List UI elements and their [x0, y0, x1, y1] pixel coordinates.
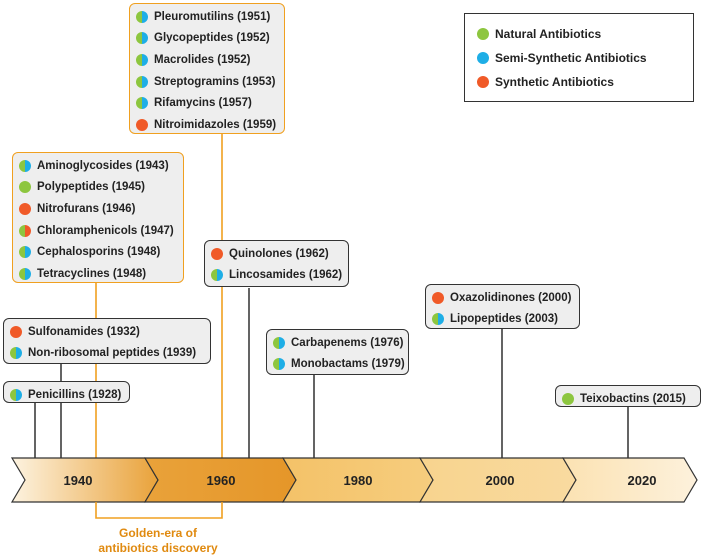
antibiotic-class-item — [19, 177, 177, 199]
antibiotic-box-2015 — [555, 385, 701, 407]
synthetic-dot-icon — [477, 76, 489, 88]
antibiotic-class-item — [562, 388, 694, 410]
legend — [464, 13, 694, 102]
antibiotic-box-1970s — [266, 329, 409, 375]
natural-semi-synthetic-dot-icon — [19, 246, 31, 258]
antibiotic-class-label: Streptogramins (1953) — [154, 75, 276, 88]
antibiotic-class-item — [136, 71, 278, 93]
natural-semi-synthetic-dot-icon — [273, 358, 285, 370]
legend-label: Synthetic Antibiotics — [495, 75, 614, 89]
natural-semi-synthetic-dot-icon — [136, 97, 148, 109]
antibiotic-class-item — [10, 343, 204, 365]
antibiotic-box-1928 — [3, 381, 130, 403]
antibiotic-box-1950s — [129, 3, 285, 134]
antibiotic-class-label: Quinolones (1962) — [229, 247, 329, 260]
golden-era-label-line1: Golden-era of — [118, 526, 197, 540]
antibiotic-box-1962 — [204, 240, 349, 287]
synthetic-dot-icon — [432, 292, 444, 304]
natural-semi-synthetic-dot-icon — [136, 76, 148, 88]
natural-dot-icon — [562, 393, 574, 405]
natural-semi-synthetic-dot-icon — [136, 54, 148, 66]
antibiotic-class-item — [432, 287, 573, 309]
antibiotic-class-label: Polypeptides (1945) — [37, 181, 146, 194]
golden-era-label — [60, 526, 256, 556]
legend-label: Natural Antibiotics — [495, 27, 602, 41]
antibiotic-class-label: Sulfonamides (1932) — [28, 325, 140, 338]
natural-semi-synthetic-dot-icon — [10, 347, 22, 359]
synthetic-dot-icon — [10, 326, 22, 338]
antibiotic-class-item — [136, 49, 278, 71]
natural-semi-synthetic-dot-icon — [211, 269, 223, 281]
antibiotic-box-1930s — [3, 318, 211, 364]
decade-label: 1980 — [343, 473, 373, 488]
decade-label: 1940 — [63, 473, 93, 488]
golden-era-label-line2: antibiotics discovery — [98, 541, 218, 555]
antibiotic-class-item — [19, 241, 177, 263]
antibiotic-class-label: Nitroimidazoles (1959) — [154, 118, 277, 131]
natural-semi-synthetic-dot-icon — [19, 160, 31, 172]
antibiotic-class-item — [211, 265, 342, 287]
natural-semi-synthetic-dot-icon — [432, 313, 444, 325]
antibiotic-class-label: Carbapenems (1976) — [291, 336, 404, 349]
antibiotic-class-label: Lincosamides (1962) — [229, 269, 343, 282]
antibiotic-class-label: Penicillins (1928) — [28, 388, 122, 401]
antibiotic-class-label: Cephalosporins (1948) — [37, 246, 161, 259]
antibiotic-class-label: Teixobactins (2015) — [580, 392, 686, 405]
antibiotic-class-item — [19, 263, 177, 285]
antibiotic-class-label: Oxazolidinones (2000) — [450, 291, 572, 304]
antibiotic-class-item — [10, 384, 123, 406]
antibiotic-class-label: Rifamycins (1957) — [154, 97, 252, 110]
antibiotic-class-label: Chloramphenicols (1947) — [37, 224, 174, 237]
antibiotic-class-label: Lipopeptides (2003) — [450, 313, 558, 326]
antibiotic-class-item — [19, 220, 177, 242]
antibiotic-class-item — [19, 155, 177, 177]
antibiotic-class-label: Monobactams (1979) — [291, 358, 405, 371]
antibiotic-class-item — [10, 321, 204, 343]
legend-item-natural — [477, 22, 681, 46]
antibiotic-class-item — [136, 114, 278, 136]
synthetic-dot-icon — [211, 248, 223, 260]
legend-item-semi-synthetic — [477, 46, 681, 70]
antibiotic-class-item — [136, 6, 278, 28]
synthetic-dot-icon — [19, 203, 31, 215]
antibiotic-class-item — [136, 92, 278, 114]
antibiotic-class-item — [136, 28, 278, 50]
antibiotic-class-label: Non-ribosomal peptides (1939) — [28, 347, 197, 360]
legend-item-synthetic — [477, 70, 681, 94]
antibiotic-box-2000s — [425, 284, 580, 329]
decade-label: 2000 — [485, 473, 515, 488]
natural-semi-synthetic-dot-icon — [136, 32, 148, 44]
antibiotic-class-label: Macrolides (1952) — [154, 53, 251, 66]
natural-semi-synthetic-dot-icon — [19, 268, 31, 280]
natural-dot-icon — [19, 181, 31, 193]
natural-semi-synthetic-dot-icon — [136, 11, 148, 23]
antibiotic-class-label: Nitrofurans (1946) — [37, 202, 136, 215]
natural-semi-synthetic-dot-icon — [10, 389, 22, 401]
natural-dot-icon — [477, 28, 489, 40]
synthetic-dot-icon — [136, 119, 148, 131]
semi-synthetic-dot-icon — [477, 52, 489, 64]
antibiotic-box-1940s — [12, 152, 184, 283]
natural-semi-synthetic-dot-icon — [273, 337, 285, 349]
decade-label: 2020 — [627, 473, 657, 488]
decade-label: 1960 — [206, 473, 236, 488]
antibiotic-class-item — [273, 332, 402, 354]
antibiotic-class-item — [19, 198, 177, 220]
golden-era-bracket — [96, 502, 222, 518]
antibiotic-class-label: Glycopeptides (1952) — [154, 32, 270, 45]
antibiotic-class-label: Tetracyclines (1948) — [37, 267, 147, 280]
antibiotic-class-item — [273, 354, 405, 376]
antibiotic-class-label: Pleuromutilins (1951) — [154, 10, 271, 23]
antibiotic-class-item — [211, 243, 342, 265]
legend-label: Semi-Synthetic Antibiotics — [495, 51, 647, 65]
natural-synthetic-dot-icon — [19, 225, 31, 237]
antibiotic-class-label: Aminoglycosides (1943) — [37, 159, 169, 172]
antibiotic-class-item — [432, 309, 573, 331]
